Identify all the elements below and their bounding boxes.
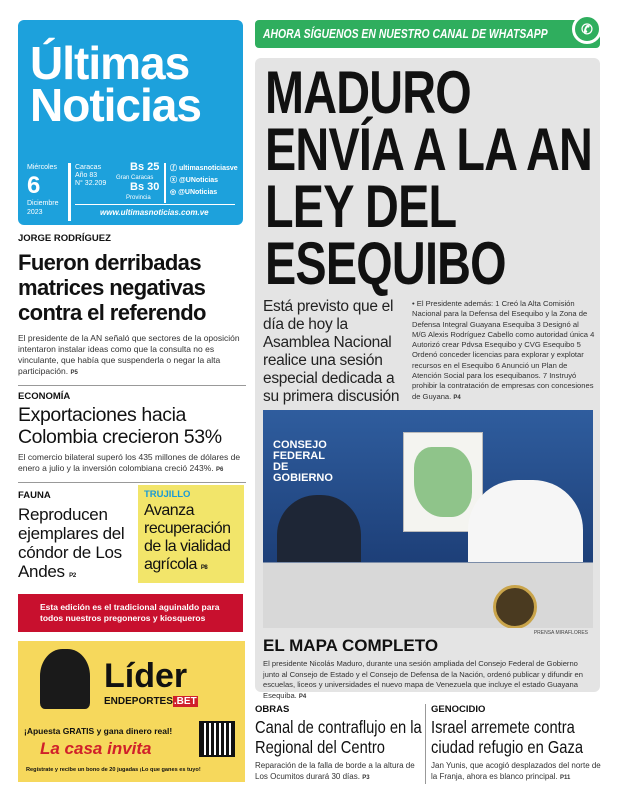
- lead-headline: MADURO ENVÍA A LA AN LEY DEL ESEQUIBO: [265, 59, 592, 297]
- ad-brand: Líder: [104, 657, 188, 695]
- lead-photo: [263, 410, 593, 628]
- ad-brand-sub: ENDEPORTES.BET: [104, 696, 197, 707]
- bust-logo-icon: [40, 649, 90, 709]
- month: Diciembre: [27, 200, 59, 207]
- person-right: [468, 480, 583, 562]
- ad-line: ¡Apuesta GRATIS y gana dinero real!: [24, 726, 173, 736]
- facebook-handle[interactable]: ⓕ ultimasnoticiasve: [170, 165, 238, 172]
- story-headline[interactable]: Exportaciones hacia Colombia crecieron 53%: [18, 404, 222, 448]
- website-url[interactable]: www.ultimasnoticias.com.ve: [100, 208, 209, 217]
- story-kicker: ECONOMÍA: [18, 391, 71, 402]
- story-kicker: GENOCIDIO: [431, 704, 486, 715]
- presidential-seal: [493, 585, 537, 628]
- caption-text: El presidente Nicolás Maduro, durante una sesión ampliada del Consejo Federal de Gobierno junto al Consejo de Estado y el Consejo de Defensa de la Nación, ordenó publicar y difundir en escuelas, liceos y universidades el nuevo mapa de Venezuela que incluye el estado Guayana Esequiba. P4: [263, 659, 583, 700]
- photo-backdrop-text: CONSEJO FEDERAL DE GOBIERNO: [273, 439, 333, 484]
- price-1-area: Gran Caracas: [116, 175, 154, 181]
- photo-credit: PRENSA MIRAFLORES: [533, 630, 588, 636]
- instagram-handle[interactable]: ◎ @UNoticias: [170, 189, 218, 196]
- whatsapp-banner[interactable]: [255, 20, 600, 48]
- story-text: Jan Yunis, que acogió desplazados del norte de la Franja, ahora es blanco principal. P11: [431, 761, 601, 781]
- story-kicker: FAUNA: [18, 490, 51, 501]
- story-headline[interactable]: Canal de contraflujo en la Regional del Centro: [255, 717, 422, 757]
- story-text: El comercio bilateral superó los 435 millones de dólares de enero a julio y la inversión colombiana creció 243%. P6: [18, 452, 241, 473]
- price-1: Bs 25: [130, 161, 160, 173]
- issue: N° 32.209: [75, 180, 107, 187]
- year-no: Año 83: [75, 172, 98, 179]
- trujillo-box: [138, 485, 244, 583]
- qr-code-icon[interactable]: [201, 723, 233, 755]
- fauna-story: [18, 485, 133, 586]
- lead-story: [255, 58, 600, 700]
- story-headline[interactable]: Reproducen ejemplares del cóndor de Los Andes P2: [18, 505, 125, 581]
- story-headline[interactable]: Israel arremete contra ciudad refugio en Gaza: [431, 717, 584, 757]
- ad-footer: Regístrate y recibe un bono de 20 jugadas ¡Lo que ganes es tuyo!: [26, 767, 201, 773]
- left-column: [18, 233, 246, 782]
- ad-slogan: La casa invita: [40, 739, 152, 758]
- price-2-area: Provincia: [126, 195, 151, 201]
- story-kicker: OBRAS: [255, 704, 290, 715]
- story-text: Reparación de la falla de borde a la altura de Los Ocumitos durará 30 días. P3: [255, 761, 415, 781]
- lead-bullets: • El Presidente además: 1 Creó la Alta Comisión Nacional para la Defensa del Esequibo y la Zona de Defensa Integral Guayana Esequiba 3 Designó al M/G Alexis Rodríguez Cabello como autoridad única 4 Autorizó crear Pdvsa Esequibo y CVG Esequibo 5 Ordenó conceder licencias para explorar y explotar recursos en el Esequibo 6 Anunció un Plan de Atención Social para los esequibanos. 7 Instruyó prohibir la contratación de empresas con concesiones de Guyana. P4: [412, 299, 595, 401]
- caption-title: EL MAPA COMPLETO: [263, 636, 439, 655]
- story-headline[interactable]: Fueron derribadas matrices negativas contra el referendo: [18, 250, 206, 325]
- story-headline[interactable]: Avanza recuperación de la vialidad agrícola P8: [144, 502, 231, 573]
- year: 2023: [27, 209, 43, 216]
- city: Caracas: [75, 164, 102, 171]
- masthead: [18, 20, 243, 225]
- price-2: Bs 30: [130, 181, 160, 193]
- story-text: El presidente de la AN señaló que sectores de la oposición intentaron instalar ideas como que la consulta no es vinculante, que había que suspenderla o negar la alta participación. P5: [18, 333, 240, 376]
- lead-subhead: Está previsto que el día de hoy la Asamblea Nacional realice una sesión especial dedicada a su primera discusión: [263, 298, 400, 405]
- whatsapp-icon: ✆: [572, 14, 602, 44]
- x-handle[interactable]: ⓧ @UNoticias: [170, 177, 219, 184]
- day: 6: [27, 172, 41, 199]
- logo: Últimas Noticias: [30, 37, 201, 131]
- whatsapp-label: AHORA SÍGUENOS EN NUESTRO CANAL DE WHATSAPP: [263, 26, 548, 41]
- story-kicker: TRUJILLO: [144, 489, 191, 500]
- person-left: [277, 495, 361, 562]
- story-kicker: JORGE RODRÍGUEZ: [18, 233, 111, 244]
- weekday: Miércoles: [27, 164, 57, 171]
- aguinaldo-banner: Esta edición es el tradicional aguinaldo para todos nuestros pregoneros y kiosqueros: [18, 594, 243, 632]
- lider-ad[interactable]: [18, 641, 245, 782]
